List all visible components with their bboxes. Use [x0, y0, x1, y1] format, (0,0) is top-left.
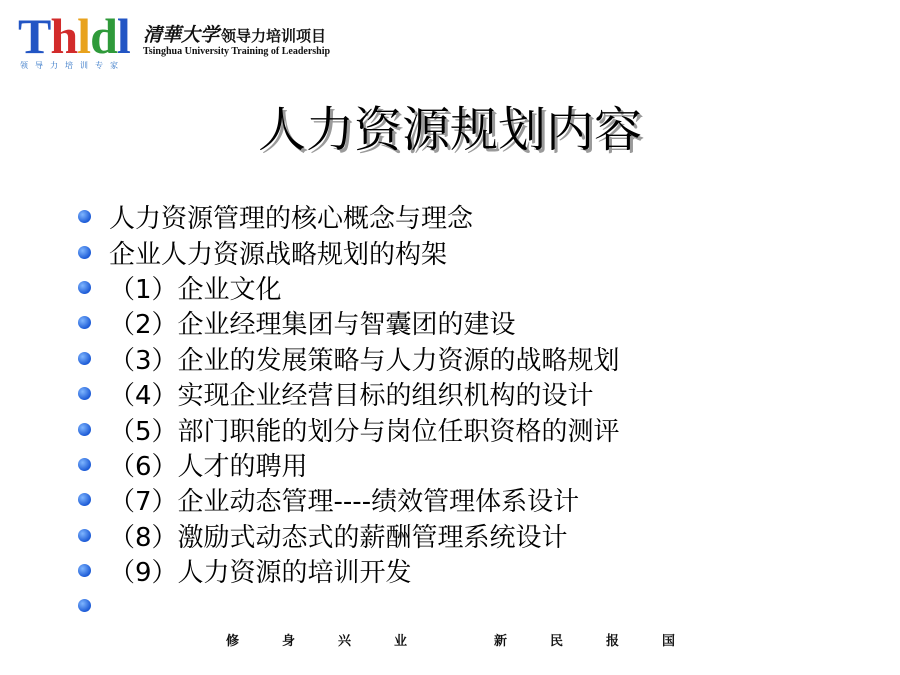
- bullet-text: （6）人才的聘用: [109, 451, 308, 482]
- logo-letter: T: [18, 8, 51, 64]
- bullet-text: （8）激励式动态式的薪酬管理系统设计: [109, 522, 568, 553]
- bullet-dot-icon: [78, 529, 91, 542]
- logo-english-name: Tsinghua University Training of Leadership: [143, 46, 331, 57]
- bullet-text: （3）企业的发展策略与人力资源的战略规划: [109, 345, 620, 376]
- bullet-item: [78, 553, 620, 588]
- bullet-dot-icon: [78, 599, 91, 612]
- logo-chinese-name: [143, 20, 326, 47]
- bullet-text: （9）人力资源的培训开发: [109, 558, 412, 589]
- bullet-text: （2）企业经理集团与智囊团的建设: [109, 310, 516, 341]
- logo-letter: l: [116, 8, 130, 64]
- bullet-item: [78, 588, 620, 623]
- bullet-text: （7）企业动态管理----绩效管理体系设计: [109, 487, 580, 518]
- bullet-dot-icon: [78, 316, 91, 329]
- motto-char: 报: [606, 634, 620, 649]
- logo-tagline: 领导力培训专家: [20, 61, 125, 70]
- bullet-text: （5）部门职能的划分与岗位任职资格的测评: [109, 416, 620, 447]
- logo-letter: d: [90, 8, 117, 64]
- logo-mark: [18, 10, 130, 62]
- bullet-item: [78, 270, 620, 305]
- bullet-dot-icon: [78, 352, 91, 365]
- logo-letter: l: [77, 8, 91, 64]
- motto-char: 业: [394, 634, 408, 649]
- bullet-item: [78, 305, 620, 340]
- bullet-dot-icon: [78, 210, 91, 223]
- bullet-item: [78, 376, 620, 411]
- bullet-text: 企业人力资源战略规划的构架: [109, 239, 448, 270]
- bullet-dot-icon: [78, 246, 91, 259]
- bullet-item: [78, 447, 620, 482]
- bullet-item: [78, 341, 620, 376]
- motto-char: 兴: [338, 634, 352, 649]
- bullet-dot-icon: [78, 493, 91, 506]
- bullet-list: [78, 199, 620, 624]
- bullet-dot-icon: [78, 423, 91, 436]
- logo-program: 领导力培训项目: [221, 27, 327, 45]
- bullet-dot-icon: [78, 387, 91, 400]
- slide-title: 人力资源规划内容: [257, 102, 642, 158]
- bullet-item: [78, 234, 620, 269]
- bullet-text: 人力资源管理的核心概念与理念: [109, 204, 474, 235]
- bullet-dot-icon: [78, 564, 91, 577]
- bullet-dot-icon: [78, 458, 91, 471]
- bullet-item: [78, 199, 620, 234]
- logo-letter: h: [50, 8, 78, 64]
- bullet-item: [78, 411, 620, 446]
- bullet-text: （4）实现企业经营目标的组织机构的设计: [109, 381, 594, 412]
- bullet-text: （1）企业文化: [109, 274, 282, 305]
- footer-motto: [0, 630, 900, 652]
- bullet-item: [78, 518, 620, 553]
- motto-char: 国: [662, 634, 676, 649]
- motto-char: 新: [494, 634, 508, 649]
- bullet-item: [78, 482, 620, 517]
- logo-calligraphy: 清華大学: [143, 24, 220, 46]
- logo: [18, 8, 338, 70]
- motto-char: 身: [282, 634, 296, 649]
- motto-char: 修: [226, 634, 240, 649]
- bullet-dot-icon: [78, 281, 91, 294]
- motto-char: 民: [550, 634, 564, 649]
